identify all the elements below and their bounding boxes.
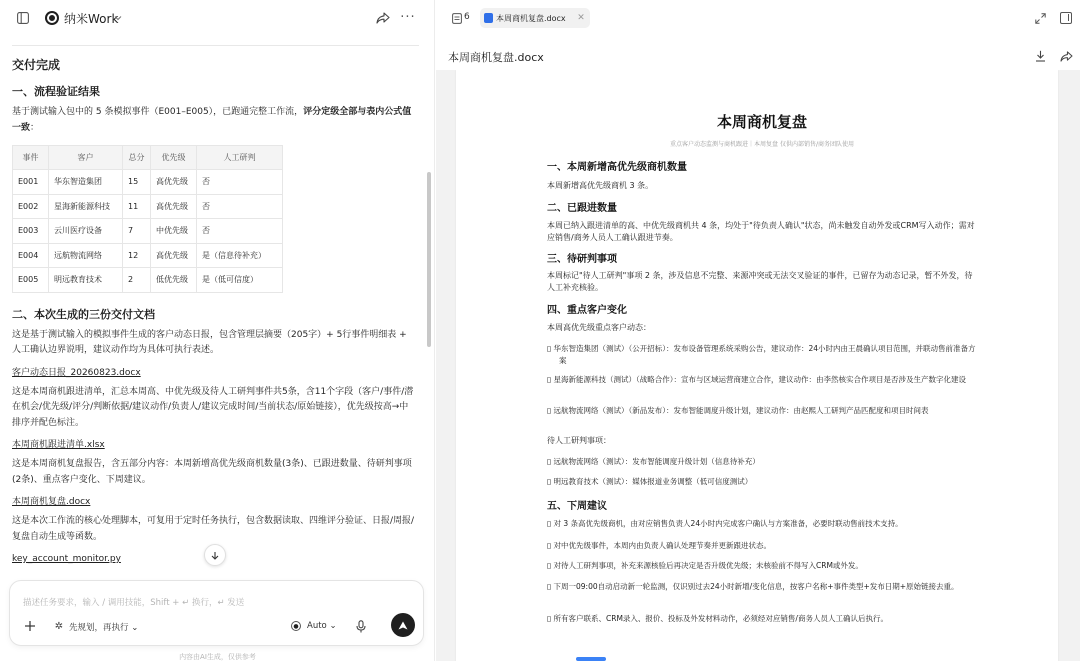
table-cell: 否 <box>197 194 283 219</box>
sidebar-toggle-icon[interactable] <box>16 11 30 25</box>
list-item: ▯ 明远教育技术（测试）：媒体报道业务调整（低可信度测试） <box>547 477 753 486</box>
table-header: 人工研判 <box>197 146 283 170</box>
document-heading: 本周商机复盘 <box>716 113 807 131</box>
validation-text-colon: ： <box>30 122 40 133</box>
file-description: 这是本周商机复盘报告，含五部分内容：本周新增高优先级商机数量(3条)、已跟进数量、待研判事项(2条)、重点客户变化、下周建议。 <box>12 459 412 485</box>
table-row <box>13 170 283 195</box>
send-arrow-icon <box>398 621 408 630</box>
chat-header <box>0 0 435 38</box>
app-name[interactable]: 纳米Work <box>64 12 119 26</box>
table-cell: 11 <box>123 194 151 219</box>
table-header-row <box>13 146 283 170</box>
table-header: 优先级 <box>151 146 197 170</box>
list-item: ▯ 对 3 条高优先级商机，由对应销售负责人24小时内完成客户确认与方案准备，必要时联动售前技术支持。 <box>547 519 903 528</box>
table-header: 总分 <box>123 146 151 170</box>
list-item: ▯ 远航物流网络（测试）（新品发布）：发布智能调度升级计划，建议动作：由赵熙人工研判产品匹配度和项目时间表 <box>547 406 929 415</box>
list-item: ▯ 对中优先级事件，本周内由负责人确认处理节奏并更新跟进状态。 <box>547 541 772 550</box>
document-preview-pane <box>436 0 1080 661</box>
section-heading: 二、已跟进数量 <box>547 203 617 214</box>
file-description: 这是本周商机跟进清单，汇总本周高、中优先级及待人工研判事件共5条，含11个字段（客户/事件/潜在机会/优先级/评分/判断依据/建议动作/负责人/建议完成时间/当前状态/原始链接），优先级按高→中排序并配色标注。 <box>12 386 414 428</box>
section-text: 本周标记"待人工研判"事项 2 条，涉及信息不完整、来源冲突或无法交叉验证的事件，已留存为动态记录，暂不外发，待人工补充核验。 <box>547 271 973 292</box>
chat-transcript <box>12 56 416 580</box>
file-description: 这是本次工作流的核心处理脚本，可复用于定时任务执行，包含数据读取、四维评分验证、日报/周报/复盘自动生成等函数。 <box>12 516 415 542</box>
deliverables-intro: 这是基于测试输入的模拟事件生成的客户动态日报，包含管理层摘要（205字）+ 5行事件明细表 + 人工确认边界说明，建议动作均为具体可执行表述。 <box>12 329 407 355</box>
document-count: 6 <box>464 12 470 22</box>
section-text: 待人工研判事项： <box>547 436 611 445</box>
documents-icon[interactable] <box>452 12 462 24</box>
list-item: ▯ 所有客户联系、CRM录入、报价、投标及外发材料动作，必须经对应销售/商务人员人工确认后执行。 <box>547 614 888 623</box>
response-title: 交付完成 <box>12 58 61 72</box>
section-heading: 五、下周建议 <box>547 501 607 512</box>
table-row <box>13 219 283 244</box>
chevron-down-icon[interactable] <box>113 12 123 24</box>
table-header: 事件 <box>13 146 49 170</box>
expand-icon[interactable] <box>1034 12 1046 24</box>
share-icon[interactable] <box>376 11 390 25</box>
section-heading: 一、本周新增高优先级商机数量 <box>547 162 687 173</box>
add-attachment-icon[interactable] <box>23 619 37 633</box>
table-cell: 华东智造集团 <box>49 170 123 195</box>
file-link-followup-list[interactable]: 本周商机跟进清单.xlsx <box>12 440 105 450</box>
table-cell: 云川医疗设备 <box>49 219 123 244</box>
table-cell: 中优先级 <box>151 219 197 244</box>
document-subtitle: 重点客户动态监测与商机跟进｜本周复盘 仅供内部销售/商务团队使用 <box>670 141 854 148</box>
chat-pane <box>0 0 435 661</box>
table-cell: 是（低可信度） <box>197 268 283 293</box>
table-cell: 明远教育技术 <box>49 268 123 293</box>
section-title-validation: 一、流程验证结果 <box>12 85 100 98</box>
table-cell: 高优先级 <box>151 243 197 268</box>
table-cell: E001 <box>13 170 49 195</box>
document-title: 本周商机复盘.docx <box>448 51 544 64</box>
event-table <box>12 145 283 293</box>
sparkle-icon: ✲ <box>54 620 64 632</box>
validation-text-bold: 评分定级全部与表内公式值一致 <box>12 107 412 133</box>
message-composer <box>9 580 424 646</box>
section-heading: 四、重点客户变化 <box>547 305 627 316</box>
file-link-weekly-review[interactable]: 本周商机复盘.docx <box>12 497 91 507</box>
validation-text <box>12 105 416 136</box>
model-mode-label: Auto <box>307 621 327 631</box>
toggle-panel-icon[interactable] <box>1060 12 1072 24</box>
table-row <box>13 194 283 219</box>
microphone-icon[interactable] <box>355 619 367 633</box>
close-icon[interactable]: ✕ <box>577 13 585 23</box>
list-item: ▯ 下周一09:00自动启动新一轮监测，仅识别过去24小时新增/变化信息，按客户名称+事件类型+发布日期+原始链接去重。 <box>547 582 959 591</box>
section-text: 本周已纳入跟进清单的高、中优先级商机共 4 条，均处于"待负责人确认"状态，尚未触发自动外发或CRM写入动作；需对应销售/商务人员人工确认跟进节奏。 <box>547 221 975 242</box>
plan-mode-toggle[interactable]: 先规划，再执行 ⌄ <box>69 623 139 633</box>
app-logo-icon <box>45 11 59 25</box>
arrow-down-icon <box>211 551 219 560</box>
table-cell: 否 <box>197 170 283 195</box>
document-viewport[interactable] <box>436 70 1080 661</box>
ai-disclaimer: 内容由AI生成，仅供参考 <box>179 653 256 661</box>
plan-mode-label: 先规划，再执行 <box>69 623 129 633</box>
file-link-daily-report[interactable]: 客户动态日报_20260823.docx <box>12 367 141 378</box>
table-cell: 远航物流网络 <box>49 243 123 268</box>
document-page <box>456 70 1058 661</box>
table-row <box>13 268 283 293</box>
table-cell: 低优先级 <box>151 268 197 293</box>
model-mode-select[interactable]: Auto ⌄ <box>307 621 337 631</box>
list-item: ▯ 对待人工研判事项，补充来源核验后再决定是否升级优先级；未核验前不得写入CRM或外发。 <box>547 561 863 570</box>
table-cell: E002 <box>13 194 49 219</box>
table-cell: 星海新能源科技 <box>49 194 123 219</box>
table-cell: E005 <box>13 268 49 293</box>
table-cell: E004 <box>13 243 49 268</box>
chat-scrollbar[interactable] <box>427 172 431 347</box>
more-options-icon[interactable]: ··· <box>400 9 416 25</box>
tab-label: 本周商机复盘.docx <box>496 14 566 23</box>
table-header: 客户 <box>49 146 123 170</box>
table-cell: 高优先级 <box>151 194 197 219</box>
list-item: ▯ 星海新能源科技（测试）（战略合作）：宣布与区域运营商建立合作，建议动作：由李然核实合作项目是否涉及生产数字化建设 <box>547 375 967 384</box>
validation-text-part: 基于测试输入包中的 5 条模拟事件（E001–E005），已跑通完整工作流， <box>12 107 304 117</box>
table-cell: 高优先级 <box>151 170 197 195</box>
section-heading: 三、待研判事项 <box>547 254 617 265</box>
table-row <box>13 243 283 268</box>
message-input[interactable]: 描述任务要求，输入 / 调用技能，Shift + ↵ 换行，↵ 发送 <box>23 598 245 608</box>
table-cell: 否 <box>197 219 283 244</box>
header-divider <box>12 45 419 46</box>
table-cell: 12 <box>123 243 151 268</box>
auto-mode-icon: ● <box>291 621 301 631</box>
table-cell: 7 <box>123 219 151 244</box>
list-item: ▯ 远航物流网络（测试）：发布智能调度升级计划（信息待补充） <box>547 457 760 466</box>
send-button[interactable] <box>391 613 415 637</box>
docx-file-icon <box>484 13 493 23</box>
page-progress-indicator <box>576 657 606 661</box>
section-text: 本周新增高优先级商机 3 条。 <box>547 181 654 190</box>
table-cell: 15 <box>123 170 151 195</box>
table-cell: 2 <box>123 268 151 293</box>
tab-weekly-review[interactable] <box>480 8 590 28</box>
download-icon[interactable] <box>1034 49 1046 63</box>
share-icon[interactable] <box>1060 49 1073 63</box>
section-text: 本周高优先级重点客户动态： <box>547 323 651 332</box>
table-cell: 是（信息待补充） <box>197 243 283 268</box>
list-item: ▯ 华东智造集团（测试）（公开招标）：发布设备管理系统采购公告，建议动作：24小时内由王晨确认项目范围，并联动售前准备方案 <box>547 344 976 365</box>
scroll-to-bottom-button[interactable] <box>204 544 226 566</box>
table-cell: E003 <box>13 219 49 244</box>
file-link-script[interactable]: key_account_monitor.py <box>12 554 121 564</box>
section-title-deliverables: 二、本次生成的三份交付文档 <box>12 307 155 321</box>
